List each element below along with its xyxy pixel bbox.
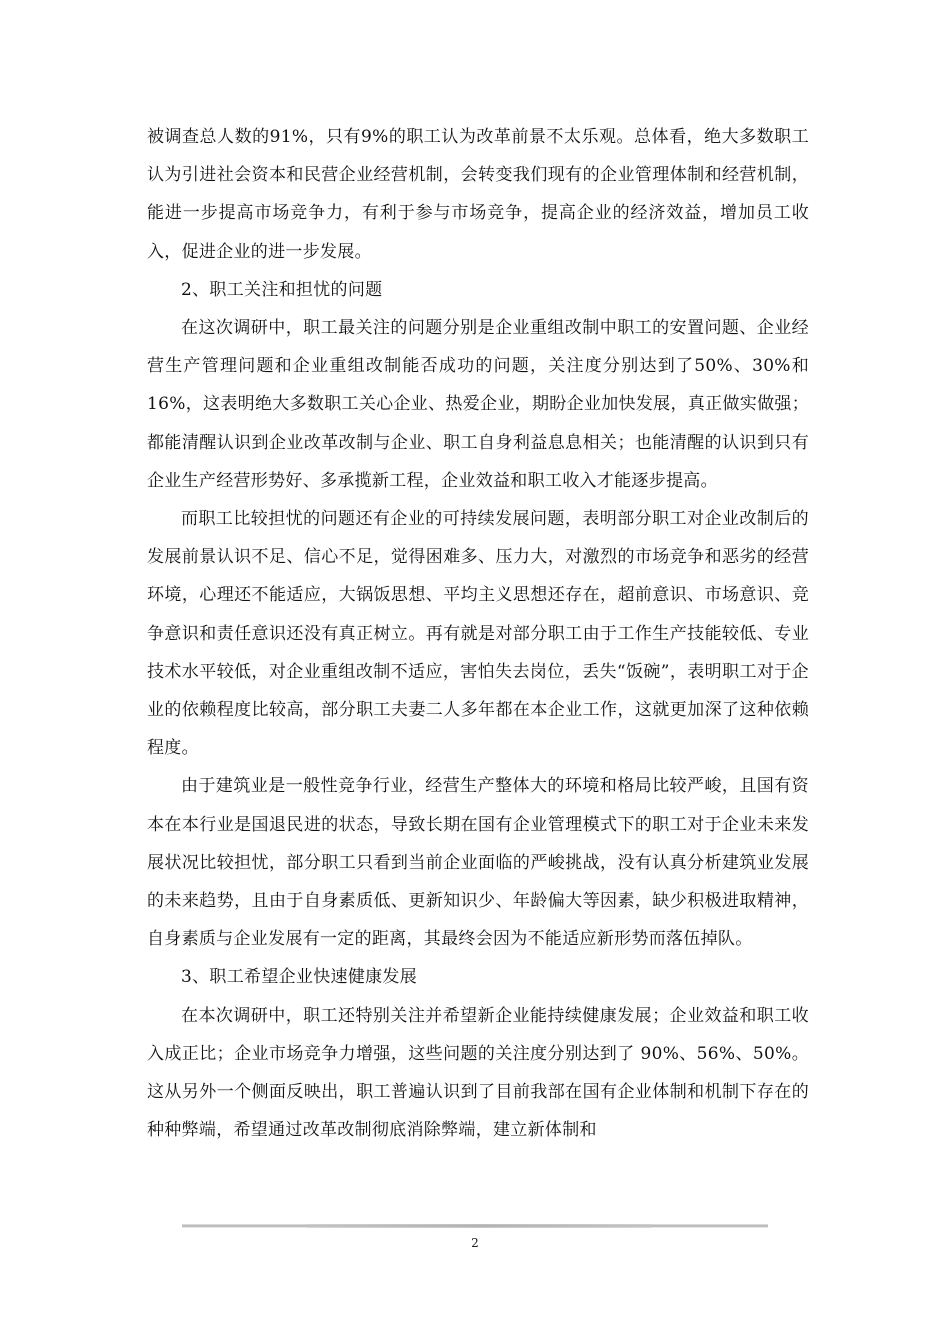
footer-divider (182, 1224, 768, 1228)
section-heading-development: 3、职工希望企业快速健康发展 (181, 967, 418, 988)
paragraph-development: 在本次调研中，职工还特别关注并希望新企业能持续健康发展；企业效益和职工收入成正比；企业市场竞争力增强，这些问题的关注度分别达到了 90%、56%、50%。这从另外一个侧面反映出，职工普遍认识到了目前我部在国有企业体制和机制下存在的种种弊端，希望通过改革改制彻底消除弊端，建立新体制和 (147, 1005, 809, 1141)
section-heading-concerns: 2、职工关注和担忧的问题 (181, 279, 383, 300)
paragraph-survey-result: 被调查总人数的91%，只有9%的职工认为改革前景不太乐观。总体看，绝大多数职工认为引进社会资本和民营企业经营机制，会转变我们现有的企业管理体制和经营机制，能进一步提高市场竞争力，有利于参与市场竞争，提高企业的经济效益，增加员工收入，促进企业的进一步发展。 (147, 127, 809, 262)
page-number: 2 (471, 1236, 479, 1250)
document-body (147, 118, 809, 1149)
paragraph-concerns: 在这次调研中，职工最关注的问题分别是企业重组改制中职工的安置问题、企业经营生产管理问题和企业重组改制能否成功的问题，关注度分别达到了50%、30%和 16%，这表明绝大多数职工关心企业、热爱企业，期盼企业加快发展，真正做实做强；都能清醒认识到企业改革改制与企业、职工自身利益息息相关；也能清醒的认识到只有企业生产经营形势好、多承揽新工程，企业效益和职工收入才能逐步提高。 (147, 318, 809, 491)
paragraph-industry: 由于建筑业是一般性竞争行业，经营生产整体大的环境和格局比较严峻，且国有资本在本行业是国退民进的状态，导致长期在国有企业管理模式下的职工对于企业未来发展状况比较担忧，部分职工只看到当前企业面临的严峻挑战，没有认真分析建筑业发展的未来趋势，且由于自身素质低、更新知识少、年龄偏大等因素，缺少积极进取精神，自身素质与企业发展有一定的距离，其最终会因为不能适应新形势而落伍掉队。 (147, 776, 809, 950)
paragraph-worries: 而职工比较担忧的问题还有企业的可持续发展问题，表明部分职工对企业改制后的发展前景认识不足、信心不足，觉得困难多、压力大，对激烈的市场竞争和恶劣的经营环境，心理还不能适应，大锅饭思想、平均主义思想还存在，超前意识、市场意识、竞争意识和责任意识还没有真正树立。再有就是对部分职工由于工作生产技能较低、专业技术水平较低，对企业重组改制不适应，害怕失去岗位，丢失“饭碗”，表明职工对于企业的依赖程度比较高，部分职工夫妻二人多年都在本企业工作，这就更加深了这种依赖程度。 (147, 509, 809, 759)
